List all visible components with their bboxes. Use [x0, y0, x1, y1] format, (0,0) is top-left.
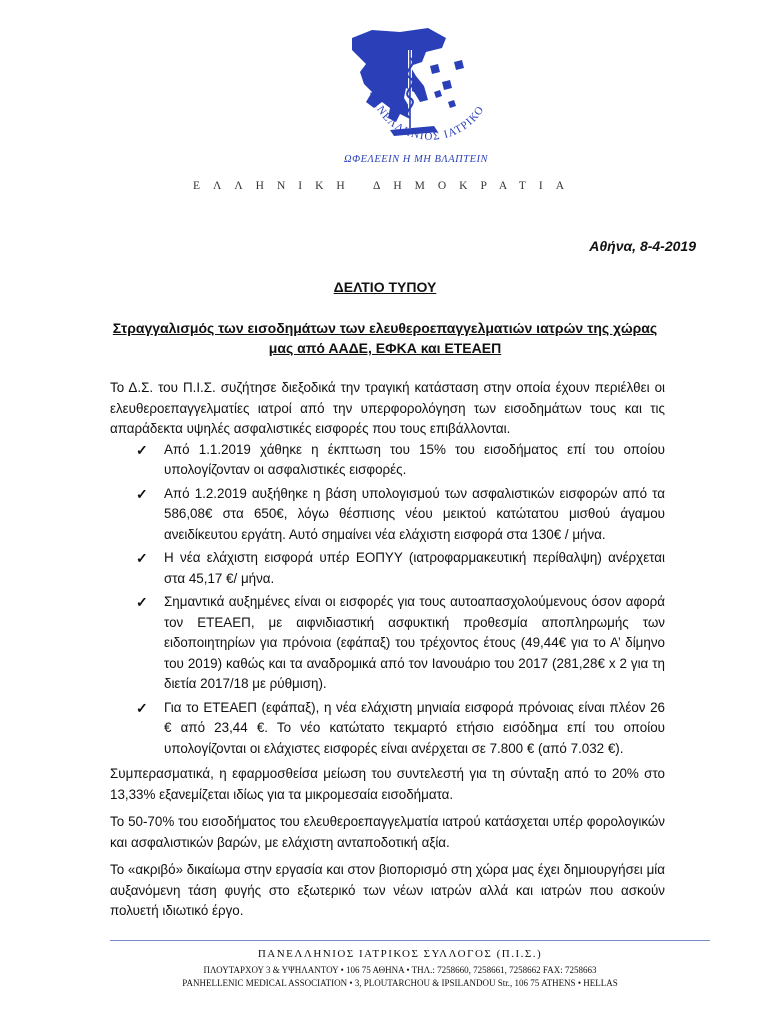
check-icon: ✓ — [136, 594, 148, 610]
bullet-item: ✓ Η νέα ελάχιστη εισφορά υπέρ ΕΟΠΥΥ (ιατροφαρμακευτική περίθαλψη) ανέρχεται στα 45,17 €/ μήνα. — [136, 550, 665, 586]
conclusion-paragraph: Το 50-70% του εισοδήματος του ελευθεροεπαγγελματία ιατρού κατάσχεται υπέρ φορολογικών και ασφαλιστικών βαρών, με ελάχιστη ανταποδοτική αξία. — [110, 814, 665, 850]
republic-heading: ΕΛΛΗΝΙΚΗ ΔΗΜΟΚΡΑΤΙΑ — [192, 180, 578, 192]
association-logo — [330, 22, 500, 174]
check-icon: ✓ — [136, 550, 148, 566]
bullet-item: ✓ Για το ΕΤΕΑΕΠ (εφάπαξ), η νέα ελάχιστη μηνιαία εισφορά πρόνοιας είναι πλέον 26 € από 23,44 €. Το νέο κατώτατο τεκμαρτό ετήσιο εισόδημα επί του οποίου υπολογίζονται οι ελάχιστες εισφορές είναι ανέρχεται σε 7.800 € (από 7.032 €). — [136, 699, 665, 756]
conclusion-paragraph: Το «ακριβό» δικαίωμα στην εργασία και στον βιοπορισμό στη χώρα μας έχει δημιουργήσει μία αυξανόμενη τάση φυγής στο εξωτερικό των νέων ιατρών αλλά και ιατρών που ασκούν πολυετή ιδιωτικό έργο. — [110, 862, 665, 918]
intro-paragraph: Το Δ.Σ. του Π.Ι.Σ. συζήτησε διεξοδικά την τραγική κατάσταση στην οποία έχουν περιέλθει οι ελευθεροεπαγγελματίες ιατροί από την υπερφορολόγηση των εισοδημάτων τους και τις απαράδεκτα υψηλές ασφαλιστικές εισφορές που τους επιβάλλονται. — [110, 380, 665, 436]
greece-map-shape — [352, 28, 446, 122]
footer-organization: ΠΑΝΕΛΛΗΝΙΟΣ ΙΑΤΡΙΚΟΣ ΣΥΛΛΟΓΟΣ (Π.Ι.Σ.) — [257, 948, 543, 960]
footer-address-english: PANHELLENIC MEDICAL ASSOCIATION • 3, PLOUTARCHOU & IPSILANDOU Str., 106 75 ATHENS • HELLAS — [182, 978, 618, 988]
conclusion-paragraph: Συμπερασματικά, η εφαρμοσθείσα μείωση του συντελεστή για τη σύνταξη από το 20% στο 13,33% εξανεμίζεται ιδίως για τα μικρομεσαία εισοδήματα. — [110, 766, 665, 802]
check-icon: ✓ — [136, 485, 148, 502]
bullet-item: ✓ Από 1.1.2019 χάθηκε η έκπτωση του 15% του εισοδήματος επί του οποίου υπολογίζονταν οι ασφαλιστικές εισφορές. — [136, 441, 665, 477]
document-body — [110, 378, 665, 759]
logo-name-text: ΠΑΝΕΛΛΗΝΙΟΣ ΙΑΤΡΙΚΟ — [366, 89, 487, 143]
document-date: Αθήνα, 8-4-2019 — [589, 238, 696, 254]
footer-address-greek: ΠΛΟΥΤΑΡΧΟΥ 3 & ΥΨΗΛΑΝΤΟΥ • 106 75 ΑΘΗΝΑ • ΤΗΛ.: 7258660, 7258661, 7258662 FAX: 7258663 — [203, 965, 597, 975]
conclusion-section — [110, 764, 665, 929]
bullet-item: ✓ Σημαντικά αυξημένες είναι οι εισφορές για τους αυτοαπασχολούμενους όσον αφορά τον ΕΤΕΑΕΠ, με αιφνιδιαστική ασφυκτική προθεσμία αποπληρωμής των ειδοποιητηρίων για πρόνοια (εφάπαξ) του τρέχοντος έτους (49,44€ για το Α’ δίμηνο του 2019) καθώς και τα αναδρομικά από τον Ιανουάριο του 2017 (281,28€ x 2 για τη διετία 2017/18 με ρύθμιση). — [136, 594, 665, 691]
press-release-subject: Στραγγαλισμός των εισοδημάτων των ελευθεροεπαγγελματιών ιατρών της χώρας μας από ΑΑΔΕ, ΕΦΚΑ και ΕΤΕΑΕΠ — [112, 320, 658, 356]
bullet-item: ✓ Από 1.2.2019 αυξήθηκε η βάση υπολογισμού των ασφαλιστικών εισφορών από τα 586,08€ στα 650€, λόγω θέσπισης νέου μεικτού κατώτατου μισθού άγαμου ανειδίκευτου εργάτη. Αυτό σημαίνει νέα ελάχιστη εισφορά στα 130€ / μήνα. — [136, 485, 665, 542]
bullet-list — [110, 440, 665, 760]
press-release-title: ΔΕΛΤΙΟ ΤΥΠΟΥ — [333, 279, 437, 295]
check-icon: ✓ — [136, 441, 148, 458]
logo-motto-text: ΩΦΕΛΕΕΙΝ Η ΜΗ ΒΛΑΠΤΕΙΝ — [344, 154, 488, 165]
footer-divider — [110, 940, 710, 941]
check-icon: ✓ — [136, 699, 148, 716]
